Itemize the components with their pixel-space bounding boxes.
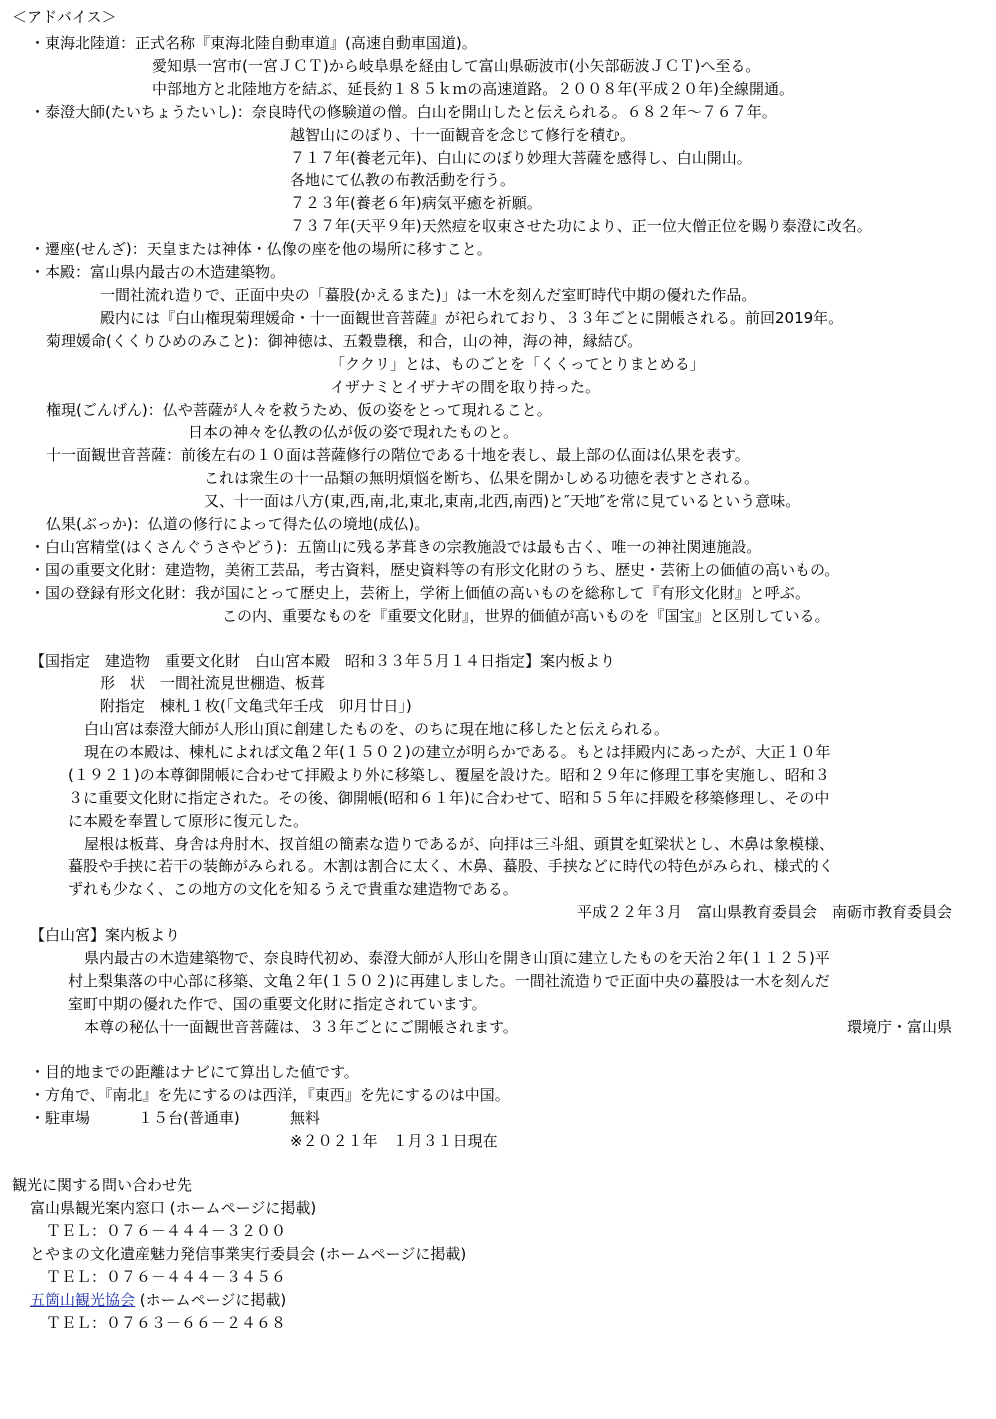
as-of-date: ※２０２１年 １月３１日現在 [290,1132,498,1150]
sign1-para2-line2: (１９２１)の本尊御開帳に合わせて拝殿より外に移築し、覆屋を設けた。昭和２９年に修理工事を実施し、昭和３ [68,766,830,784]
sign1-katachi: 形 状 一間社流見世棚造、板葺 [100,674,326,692]
sign2-credit: 環境庁・富山県 [846,1018,952,1036]
sign1-para3-line2: 蟇股や手挟に若干の装飾がみられる。木割は割合に太く、木鼻、蟇股、手挟などに時代の特色がみられ、様式的く [68,857,834,875]
contact-2-name: とやまの文化遺産魅力発信事業実行委員会 (ホームページに掲載) [30,1245,467,1263]
sign1-para1: 白山宮は泰澄大師が人形山頂に創建したものを、のちに現在地に移したと伝えられる。 [84,720,670,738]
note-direction: ・方角で、『南北』を先にするのは西洋，『東西』を先にするのは中国。 [30,1086,510,1104]
sign2-heading: 【白山宮】案内板より [30,926,181,944]
taicho-line-3: ７１７年(養老元年)、白山にのぼり妙理大菩薩を感得し、白山開山。 [290,149,752,167]
taicho-line-1: ・泰澄大師(たいちょうたいし)：奈良時代の修験道の僧。白山を開山したと伝えられる。６８２年～７６７年。 [30,103,777,121]
seido-line: ・白山宮精堂(はくさんぐうさやどう)：五箇山に残る茅葺きの宗教施設では最も古く、唯一の神社関連施設。 [30,538,762,556]
sign2-para1-line3: 室町中期の優れた作で、国の重要文化財に指定されています。 [68,995,487,1013]
honden-line-3: 殿内には『白山権現菊理媛命・十一面観世音菩薩』が祀られており、３３年ごとに開帳される。前回2019年。 [100,309,844,327]
honden-line-1: ・本殿：富山県内最古の木造建築物。 [30,263,286,281]
kannon-line-2: これは衆生の十一品類の無明煩悩を断ち、仏果を開かしめる功徳を表すとされる。 [204,469,760,487]
sign2-para1-line1: 県内最古の木造建築物で、奈良時代初め、泰澄大師が人形山を開き山頂に建立したものを天治２年(１１２５)平 [84,949,830,967]
sign1-para3-line3: ずれも少なく、この地方の文化を知るうえで貴重な建造物である。 [68,880,518,898]
kannon-line-1: 十一面観世音菩薩：前後左右の１０面は菩薩修行の階位である十地を表し、最上部の仏面は仏果を表す。 [46,446,750,464]
kukuri-line-3: イザナミとイザナギの間を取り持った。 [330,378,601,396]
tokai-line-3: 中部地方と北陸地方を結ぶ、延長約１８５ｋｍの高速道路。２００８年(平成２０年)全線開通。 [152,80,795,98]
kukuri-line-2: 「ククリ」とは、ものごとを「くくってとりまとめる」 [330,355,705,373]
contact-3-suffix: (ホームページに掲載) [135,1291,287,1309]
contact-heading: 観光に関する問い合わせ先 [12,1176,193,1194]
sign1-para2-line3: ３に重要文化財に指定された。その後、御開帳(昭和６１年)に合わせて、昭和５５年に拝殿を移築修理し、その中 [68,789,830,807]
gongen-line-2: 日本の神々を仏教の仏が仮の姿で現れたものと。 [188,423,519,441]
note-distance: ・目的地までの距離はナビにて算出した値です。 [30,1063,359,1081]
contact-1-name: 富山県観光案内窓口 (ホームページに掲載) [30,1199,317,1217]
honden-line-2: 一間社流れ造りで、正面中央の「蟇股(かえるまた)」は一木を刻んだ室町時代中期の優れた作品。 [100,286,757,304]
sign1-para2-line1: 現在の本殿は、棟札によれば文亀２年(１５０２)の建立が明らかである。もとは拝殿内にあったが、大正１０年 [84,743,831,761]
sign1-tsuketari: 附指定 棟札１枚(「文亀弐年壬戌 卯月廿日」) [100,697,412,715]
sign2-para2: 本尊の秘仏十一面観世音菩薩は、３３年ごとにご開帳されます。 [84,1018,518,1036]
contact-2-tel: ＴＥＬ：０７６－４４４－３４５６ [46,1268,287,1286]
taicho-line-5: ７２３年(養老６年)病気平癒を祈願。 [290,194,542,212]
parking-label: ・駐車場 [30,1109,91,1127]
gokayama-tourism-link[interactable]: 五箇山観光協会 [30,1291,136,1309]
contact-3-row [30,1289,286,1311]
contact-3-tel: ＴＥＬ：０７６３－６６－２４６８ [46,1314,287,1332]
kannon-line-3: 又、十一面は八方(東,西,南,北,東北,東南,北西,南西)と″天地″を常に見ているという意味。 [204,492,801,510]
sign1-credit: 平成２２年３月 富山県教育委員会 南砺市教育委員会 [576,903,952,921]
sign1-para3-line1: 屋根は板葺、身舎は舟肘木、扠首組の簡素な造りであるが、向拝は三斗組、頭貫を虹梁状とし、木鼻は象模様、 [84,835,835,853]
taicho-line-6: ７３７年(天平９年)天然痘を収束させた功により、正一位大僧正位を賜り泰澄に改名。 [290,217,872,235]
sign2-para1-line2: 村上梨集落の中心部に移築、文亀２年(１５０２)に再建しました。一間社流造りで正面中央の蟇股は一木を刻んだ [68,972,830,990]
parking-fee: 無料 [290,1109,321,1127]
advice-heading: ＜アドバイス＞ [12,8,117,26]
taicho-line-2: 越智山にのぼり、十一面観音を念じて修行を積む。 [290,126,636,144]
sign1-heading: 【国指定 建造物 重要文化財 白山宮本殿 昭和３３年５月１４日指定】案内板より [30,652,616,670]
sign1-para2-line4: に本殿を奉置して原形に復元した。 [68,812,309,830]
toroku-line-1: ・国の登録有形文化財：我が国にとって歴史上，芸術上，学術上価値の高いものを総称して『有形文化財』と呼ぶ。 [30,584,811,602]
parking-count: １５台(普通車) [138,1109,240,1127]
gongen-line-1: 権現(ごんげん)：仏や菩薩が人々を救うため、仮の姿をとって現れること。 [46,401,552,419]
senza-line: ・遷座(せんざ)：天皇または神体・仏像の座を他の場所に移すこと。 [30,240,492,258]
juyo-line: ・国の重要文化財：建造物，美術工芸品，考古資料，歴史資料等の有形文化財のうち、歴史・芸術上の価値の高いもの。 [30,561,840,579]
tokai-line-1: ・東海北陸道：正式名称『東海北陸自動車道』(高速自動車国道)。 [30,34,477,52]
kukuri-line-1: 菊理媛命(くくりひめのみこと)：御神徳は、五穀豊穣，和合，山の神，海の神，縁結び。 [46,332,643,350]
bukka-line: 仏果(ぶっか)：仏道の修行によって得た仏の境地(成仏)。 [46,515,430,533]
toroku-line-2: この内、重要なものを『重要文化財』，世界的価値が高いものを『国宝』と区別している。 [222,607,830,625]
contact-1-tel: ＴＥＬ：０７６－４４４－３２００ [46,1222,287,1240]
tokai-line-2: 愛知県一宮市(一宮ＪＣＴ)から岐阜県を経由して富山県砺波市(小矢部砺波ＪＣＴ)へ至る。 [152,57,761,75]
taicho-line-4: 各地にて仏教の布教活動を行う。 [290,171,516,189]
